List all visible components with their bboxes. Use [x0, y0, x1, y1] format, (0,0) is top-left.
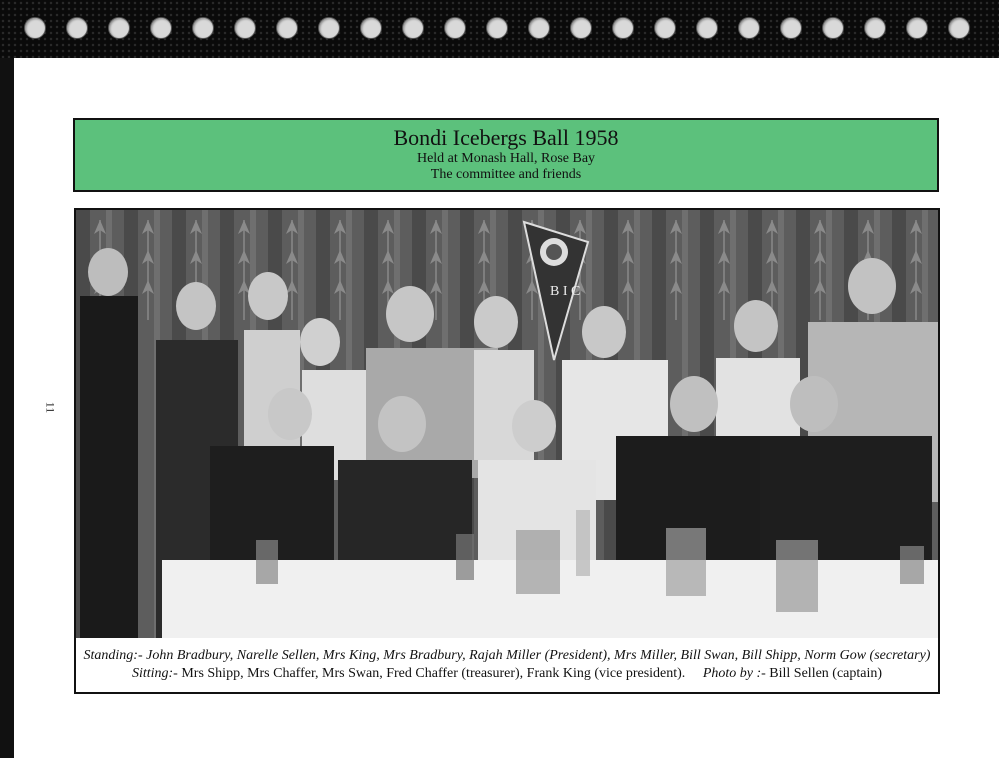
binder-hole [486, 17, 508, 39]
photo-by-label: Photo by :- [702, 666, 766, 681]
binder-hole [24, 17, 46, 39]
sitting-label: Sitting:- [131, 666, 178, 681]
binder-hole [948, 17, 970, 39]
binder-hole [780, 17, 802, 39]
binder-hole [444, 17, 466, 39]
binder-hole [612, 17, 634, 39]
group-photo [74, 208, 940, 640]
title-banner [73, 118, 939, 192]
binder-hole [150, 17, 172, 39]
photo-by-name: Bill Sellen (captain) [769, 666, 883, 681]
binder-hole [864, 17, 886, 39]
binder-strip [0, 0, 999, 58]
binder-hole [66, 17, 88, 39]
binder-hole [696, 17, 718, 39]
pennant-text: B I C [550, 284, 581, 299]
binder-hole [192, 17, 214, 39]
venue-text: Held at Monash Hall, Rose Bay [416, 151, 596, 166]
binder-hole [318, 17, 340, 39]
binder-hole [528, 17, 550, 39]
photo-illustration [76, 210, 938, 638]
binder-hole [234, 17, 256, 39]
photo-caption [74, 638, 940, 694]
binder-hole [654, 17, 676, 39]
caption-standing: Standing:- John Bradbury, Narelle Sellen, Mrs King, Mrs Bradbury, Rajah Miller (President), Mrs Miller, Bill Swan, Bill Shipp, Norm Gow (secretary) [83, 648, 931, 663]
page-number: 11 [43, 401, 58, 414]
binder-hole [738, 17, 760, 39]
binder-hole [906, 17, 928, 39]
binder-hole [570, 17, 592, 39]
binder-hole [360, 17, 382, 39]
page-title: Bondi Icebergs Ball 1958 [393, 125, 619, 150]
binder-hole [822, 17, 844, 39]
binder-hole [276, 17, 298, 39]
binder-hole [402, 17, 424, 39]
binder-hole [108, 17, 130, 39]
caption-sitting-line [76, 665, 938, 683]
subtitle-text: The committee and friends [430, 167, 582, 182]
sitting-names: Mrs Shipp, Mrs Chaffer, Mrs Swan, Fred Chaffer (treasurer), Frank King (vice president). [181, 666, 686, 681]
